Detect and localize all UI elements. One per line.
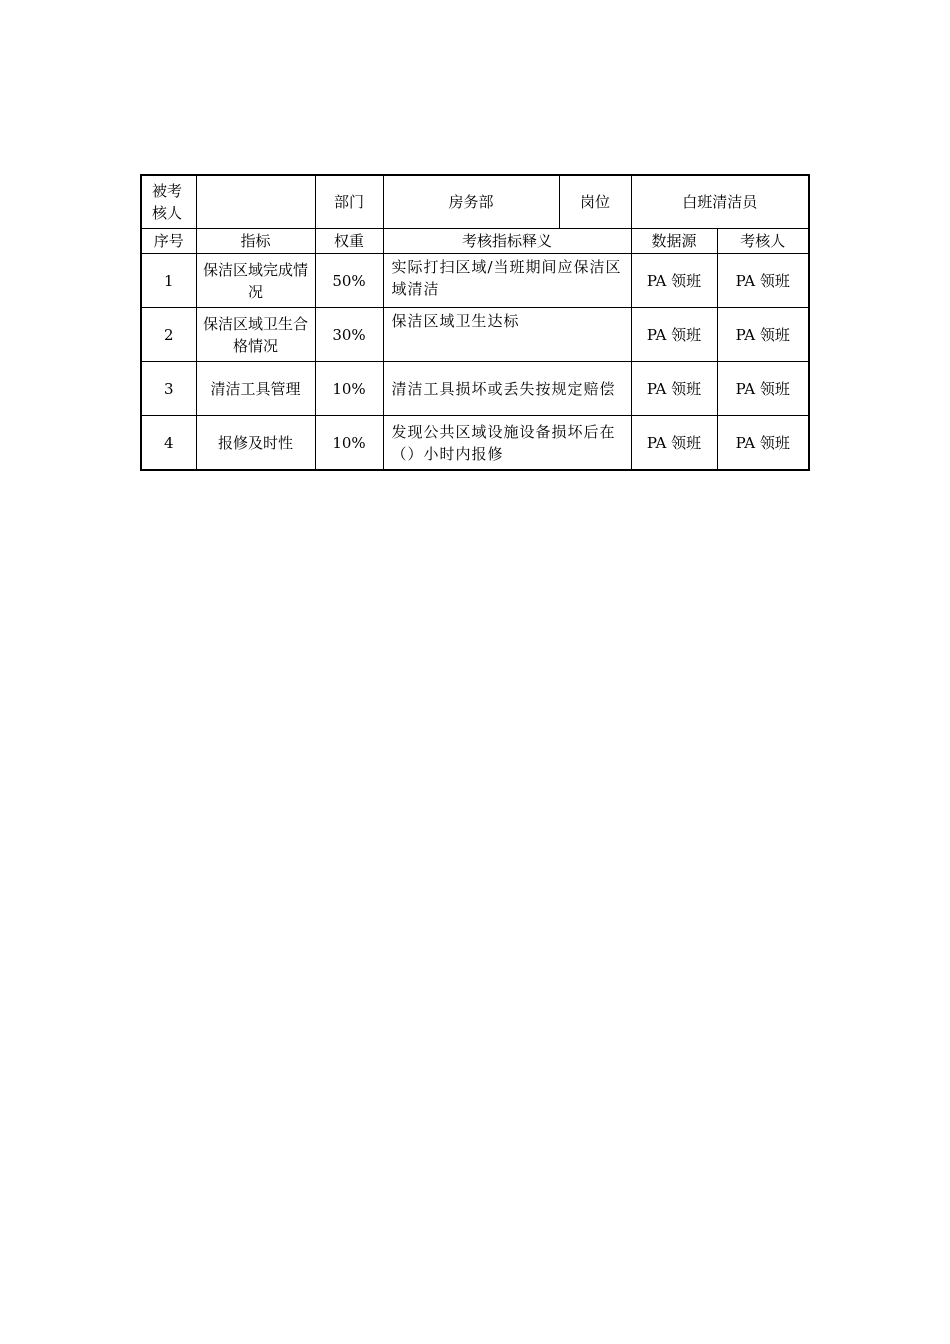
table-row — [141, 416, 809, 471]
col-header-weight: 权重 — [315, 229, 383, 254]
table-row — [141, 254, 809, 308]
row-assessor: PA 领班 — [717, 362, 809, 416]
row-no: 1 — [141, 254, 196, 308]
column-header-row — [141, 229, 809, 254]
assessee-label: 被考核人 — [141, 175, 196, 229]
table-row — [141, 308, 809, 362]
row-weight: 10% — [315, 416, 383, 471]
post-value: 白班清洁员 — [631, 175, 809, 229]
row-explanation: 保洁区域卫生达标 — [383, 308, 631, 362]
row-source: PA 领班 — [631, 254, 717, 308]
row-weight: 50% — [315, 254, 383, 308]
row-explanation: 实际打扫区域/当班期间应保洁区域清洁 — [383, 254, 631, 308]
row-indicator: 清洁工具管理 — [196, 362, 315, 416]
row-assessor: PA 领班 — [717, 308, 809, 362]
row-assessor: PA 领班 — [717, 254, 809, 308]
col-header-no: 序号 — [141, 229, 196, 254]
row-source: PA 领班 — [631, 308, 717, 362]
post-label: 岗位 — [559, 175, 631, 229]
row-indicator: 保洁区域卫生合格情况 — [196, 308, 315, 362]
row-indicator: 报修及时性 — [196, 416, 315, 471]
assessee-value — [196, 175, 315, 229]
department-label: 部门 — [315, 175, 383, 229]
col-header-indicator: 指标 — [196, 229, 315, 254]
row-explanation: 发现公共区域设施设备损坏后在（）小时内报修 — [383, 416, 631, 471]
department-value: 房务部 — [383, 175, 559, 229]
col-header-explanation: 考核指标释义 — [383, 229, 631, 254]
row-no: 2 — [141, 308, 196, 362]
row-weight: 10% — [315, 362, 383, 416]
row-source: PA 领班 — [631, 416, 717, 471]
row-weight: 30% — [315, 308, 383, 362]
row-assessor: PA 领班 — [717, 416, 809, 471]
row-no: 4 — [141, 416, 196, 471]
row-no: 3 — [141, 362, 196, 416]
row-source: PA 领班 — [631, 362, 717, 416]
assessment-table — [140, 174, 810, 471]
row-indicator: 保洁区域完成情况 — [196, 254, 315, 308]
col-header-assessor: 考核人 — [717, 229, 809, 254]
col-header-source: 数据源 — [631, 229, 717, 254]
row-explanation: 清洁工具损坏或丢失按规定赔偿 — [383, 362, 631, 416]
header-info-row — [141, 175, 809, 229]
table-row — [141, 362, 809, 416]
